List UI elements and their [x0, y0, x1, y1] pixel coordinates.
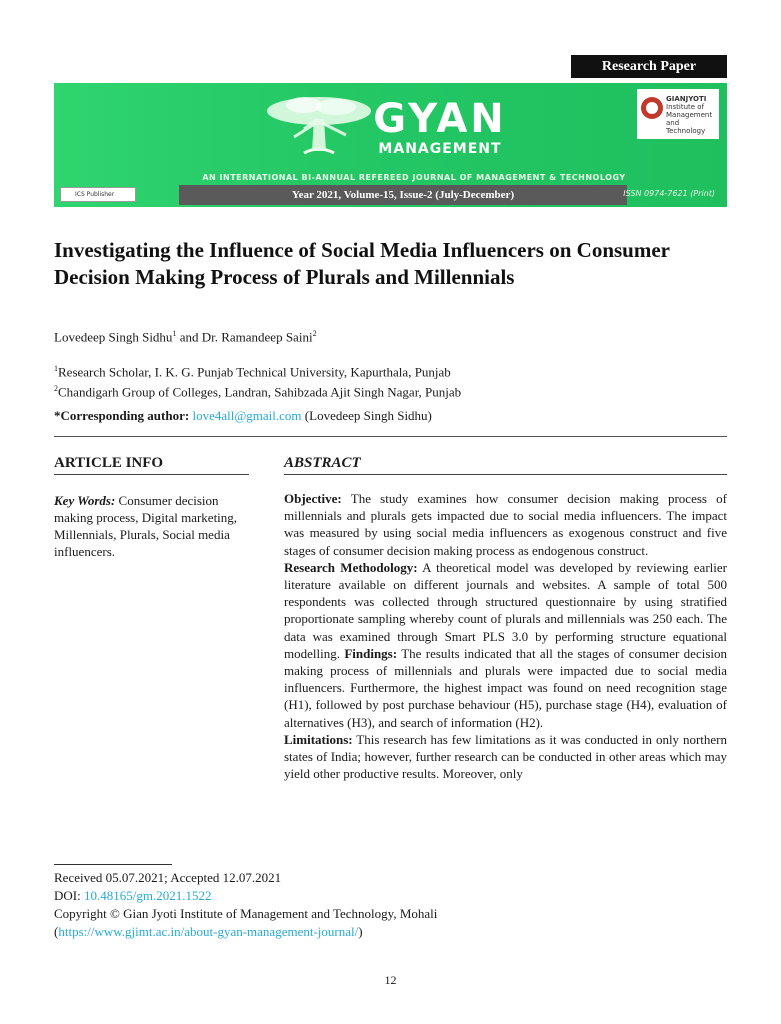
journal-tagline: AN INTERNATIONAL BI-ANNUAL REFEREED JOURNAL OF MANAGEMENT & TECHNOLOGY [202, 173, 626, 182]
author-separator: and [176, 329, 202, 345]
gianjyoti-emblem-icon [641, 97, 663, 119]
authors: Lovedeep Singh Sidhu$^1$ and Dr. Ramandeep Saini$^2$ [54, 329, 317, 345]
copyright: Copyright © Gian Jyoti Institute of Management and Technology, Mohali [54, 906, 438, 921]
author-2: Dr. Ramandeep Saini [201, 329, 313, 345]
journal-url-link[interactable]: https://www.gjimt.ac.in/about-gyan-management-journal/ [58, 924, 359, 939]
affiliation-2: Chandigarh Group of Colleges, Landran, Sahibzada Ajit Singh Nagar, Punjab [58, 384, 462, 400]
logo-sub2: and Technology [666, 119, 706, 135]
journal-banner [54, 83, 727, 207]
header-divider [54, 436, 727, 437]
corresponding-label: *Corresponding author: [54, 408, 190, 423]
journal-url: (https://www.gjimt.ac.in/about-gyan-management-journal/) [54, 924, 363, 939]
abstract-methodology: Research Methodology: A theoretical model was developed by reviewing earlier literature available on different journals and websites. A sample of total 500 respondents was collected through structured questionnaire by using stratified proportionate sampling whereby count of plurals and millennials was 250 each. The data was examined through Smart PLS 3.0 by performing structure equational modelling. Findings: The results indicated that all the stages of consumer decision making process of millennials and plurals were impacted due to social media influencers. Furthermore, the highest impact was found on need recognition stage (H1), followed by post purchase behaviour (H5), purchase stage (H4), evaluation of alternatives (H3), and search of information (H2). [284, 559, 728, 730]
abstract-heading: ABSTRACT [284, 455, 727, 475]
article-title: Investigating the Influence of Social Media Influencers on Consumer Decision Making Process of Plurals and Millennials [54, 238, 670, 289]
author-1: Lovedeep Singh Sidhu [54, 329, 173, 345]
brand-subtitle: MANAGEMENT [378, 141, 502, 157]
tree-logo-icon [264, 89, 374, 169]
keywords [54, 492, 254, 560]
footnote [54, 869, 437, 941]
issue-info: Year 2021, Volume-15, Issue-2 (July-December) [179, 185, 627, 205]
journal-brand [370, 97, 510, 157]
keywords-label: Key Words: [54, 493, 116, 508]
ics-publisher-badge: ICS Publisher [60, 187, 136, 202]
affiliation-1: Research Scholar, I. K. G. Punjab Technical University, Kapurthala, Punjab [58, 364, 451, 380]
logo-name: GIANJYOTI [666, 95, 707, 103]
abstract-objective: Objective: The study examines how consumer decision making process of millennials and plurals gets impacted due to social media influencers. The impact was measured by using social media influencers as exogenous construct and five stages of consumer decision making process as endogenous construct. [284, 491, 727, 558]
page-number: 12 [384, 973, 397, 987]
brand-name: GYAN [373, 96, 507, 142]
logo-sub: Institute of Management [666, 103, 713, 119]
gianjyoti-logo [637, 89, 719, 139]
issn: ISSN 0974-7621 (Print) [623, 189, 715, 198]
received-dates: Received 05.07.2021; Accepted 12.07.2021 [54, 870, 282, 885]
abstract-limitations: Limitations: This research has few limitations as it was conducted in only northern states of India; however, further research can be conducted in other areas which may yield other productive results. Moreover, only [284, 731, 728, 782]
corresponding-author [54, 408, 432, 424]
corresponding-email-link[interactable]: love4all@gmail.com [192, 408, 302, 423]
affiliations: $^1$Research Scholar, I. K. G. Punjab Technical University, Kapurthala, Punjab $^2$Chandigarh Group of Colleges, Landran, Sahibzada Ajit Singh Nagar, Punjab [54, 364, 462, 400]
keywords-text: Consumer decision making process, Digital marketing, Millennials, Plurals, Social media influencers. [54, 493, 238, 559]
doi-link[interactable]: 10.48165/gm.2021.1522 [83, 888, 212, 903]
corresponding-name: (Lovedeep Singh Sidhu) [304, 408, 432, 423]
article-info-heading: ARTICLE INFO [54, 455, 249, 475]
doi: DOI: 10.48165/gm.2021.1522 [54, 888, 212, 903]
footnote-divider [54, 864, 172, 865]
abstract-body [284, 490, 727, 782]
research-paper-tag: Research Paper [571, 55, 727, 78]
